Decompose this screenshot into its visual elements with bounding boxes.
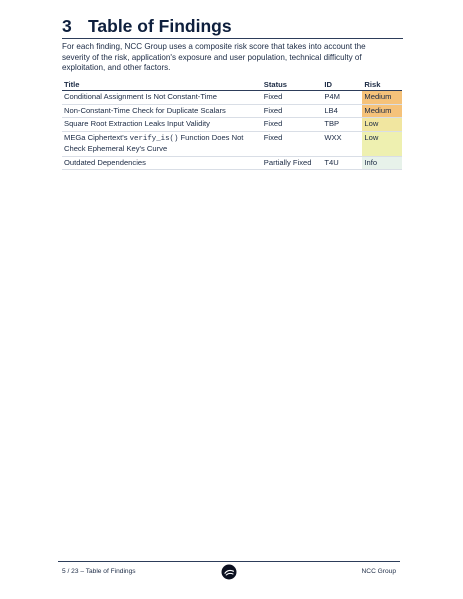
footer-page-label: 5 / 23 – Table of Findings — [62, 568, 136, 575]
table-row — [62, 156, 402, 170]
finding-title — [62, 131, 262, 156]
finding-title: Conditional Assignment Is Not Constant-Time — [62, 91, 262, 105]
finding-title: Outdated Dependencies — [62, 156, 262, 170]
finding-status: Fixed — [262, 104, 323, 118]
finding-title-prefix: MEGa Ciphertext's — [64, 132, 130, 142]
finding-id: LB4 — [322, 104, 362, 118]
section-heading — [62, 16, 232, 37]
finding-id: WXX — [322, 131, 362, 156]
footer-company-name: NCC Group — [361, 568, 396, 575]
header-id: ID — [322, 78, 362, 91]
header-title: Title — [62, 78, 262, 91]
finding-status: Partially Fixed — [262, 156, 323, 170]
findings-table — [62, 78, 402, 170]
table-row — [62, 104, 402, 118]
finding-title-suffix: Function Does Not Check Ephemeral Key's Curve — [64, 132, 244, 153]
finding-risk: Info — [362, 156, 402, 170]
finding-title-code: verify_is() — [129, 134, 179, 143]
ncc-group-logo-icon — [221, 564, 237, 580]
table-header-row — [62, 78, 402, 91]
section-number: 3 — [62, 16, 72, 36]
footer-divider — [58, 561, 400, 562]
finding-risk: Low — [362, 131, 402, 156]
table-row — [62, 91, 402, 105]
finding-id: P4M — [322, 91, 362, 105]
table-row — [62, 118, 402, 132]
finding-risk: Low — [362, 118, 402, 132]
heading-divider — [62, 38, 403, 39]
finding-title: Non-Constant-Time Check for Duplicate Scalars — [62, 104, 262, 118]
section-title: Table of Findings — [88, 16, 232, 36]
finding-risk: Medium — [362, 104, 402, 118]
finding-id: T4U — [322, 156, 362, 170]
table-row — [62, 131, 402, 156]
finding-status: Fixed — [262, 131, 323, 156]
finding-status: Fixed — [262, 91, 323, 105]
finding-title: Square Root Extraction Leaks Input Validity — [62, 118, 262, 132]
finding-risk: Medium — [362, 91, 402, 105]
finding-id: TBP — [322, 118, 362, 132]
header-risk: Risk — [362, 78, 402, 91]
intro-paragraph: For each finding, NCC Group uses a composite risk score that takes into account the severity of the risk, application's exposure and user population, technical difficulty of exploitation, and other factors. — [62, 42, 366, 72]
header-status: Status — [262, 78, 323, 91]
finding-status: Fixed — [262, 118, 323, 132]
